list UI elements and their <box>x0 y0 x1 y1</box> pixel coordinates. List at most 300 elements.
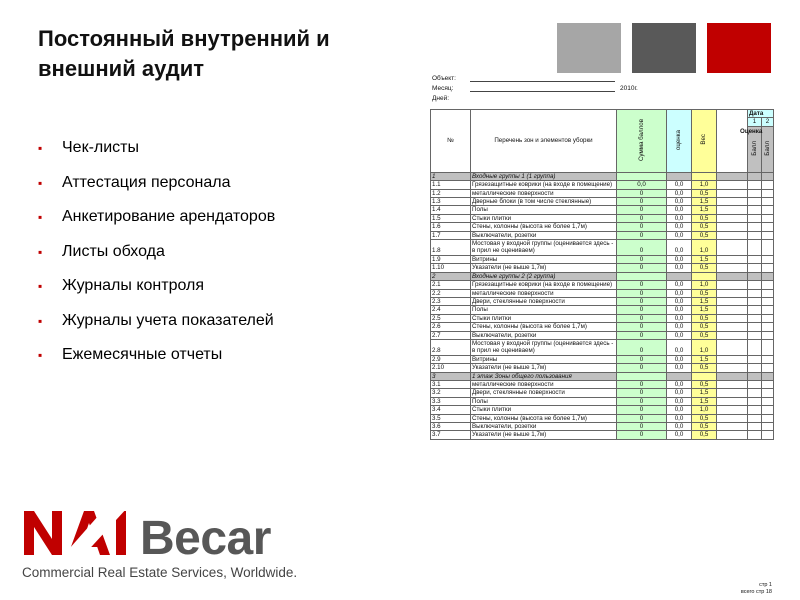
row-sum: 0 <box>617 306 667 314</box>
row-score: 0,0 <box>667 231 692 239</box>
row-number: 2.10 <box>431 364 471 372</box>
row-score: 0,0 <box>667 255 692 263</box>
row-sum: 0 <box>617 206 667 214</box>
row-point-2 <box>762 255 774 263</box>
table-row <box>431 423 774 431</box>
row-name: Мостовая у входной группы (оценивается здесь - в прил не оцениваем) <box>471 339 617 355</box>
row-sum: 0 <box>617 223 667 231</box>
row-number: 3.7 <box>431 431 471 439</box>
grey-swatch <box>557 23 621 73</box>
row-sum: 0 <box>617 423 667 431</box>
row-number: 1 <box>431 172 471 180</box>
row-score: 0,0 <box>667 214 692 222</box>
row-weight: 1,5 <box>692 297 717 305</box>
row-score: 0,0 <box>667 297 692 305</box>
row-name: Стены, колонны (высота не более 1,7м) <box>471 323 617 331</box>
row-weight: 0,5 <box>692 331 717 339</box>
page-footer: стр 1 всего стр 18 <box>740 582 772 595</box>
row-spacer <box>717 223 748 231</box>
row-point-1 <box>748 314 762 322</box>
row-number: 1.8 <box>431 240 471 256</box>
row-name: Выключатели, розетки <box>471 231 617 239</box>
row-name: Двери, стеклянные поверхности <box>471 297 617 305</box>
row-spacer <box>717 364 748 372</box>
table-row <box>431 355 774 363</box>
table-row <box>431 281 774 289</box>
row-score: 0,0 <box>667 206 692 214</box>
row-spacer <box>717 397 748 405</box>
row-number: 1.2 <box>431 189 471 197</box>
bullet-icon: ▪ <box>38 348 43 362</box>
row-point-2 <box>762 364 774 372</box>
row-score: 0,0 <box>667 389 692 397</box>
row-point-1 <box>748 331 762 339</box>
bullet-icon: ▪ <box>38 313 43 328</box>
row-score: 0,0 <box>667 364 692 372</box>
section-row <box>431 172 774 180</box>
row-sum: 0 <box>617 289 667 297</box>
row-name: Входные группы 2 (2 группа) <box>471 272 617 280</box>
row-score: 0,0 <box>667 397 692 405</box>
row-name: Указатели (не выше 1,7м) <box>471 431 617 439</box>
row-name: Стены, колонны (высота не более 1,7м) <box>471 223 617 231</box>
row-sum: 0 <box>617 214 667 222</box>
row-score: 0,0 <box>667 240 692 256</box>
row-weight: 1,5 <box>692 206 717 214</box>
row-weight: 1,5 <box>692 306 717 314</box>
row-weight: 1,0 <box>692 339 717 355</box>
row-point-2 <box>762 289 774 297</box>
row-sum: 0 <box>617 255 667 263</box>
row-number: 2.5 <box>431 314 471 322</box>
row-number: 1.10 <box>431 264 471 272</box>
object-label: Объект: <box>432 75 456 82</box>
row-weight: 1,5 <box>692 397 717 405</box>
row-point-1 <box>748 206 762 214</box>
row-point-2 <box>762 306 774 314</box>
row-name: Стыки плитки <box>471 406 617 414</box>
row-weight: 0,5 <box>692 423 717 431</box>
row-sum: 0 <box>617 264 667 272</box>
row-sum <box>617 372 667 380</box>
row-point-2 <box>762 431 774 439</box>
row-weight: 0,5 <box>692 380 717 388</box>
row-number: 3.5 <box>431 414 471 422</box>
col-sum-header: Сумма баллов <box>617 110 667 173</box>
row-number: 2.8 <box>431 339 471 355</box>
row-spacer <box>717 198 748 206</box>
table-row <box>431 198 774 206</box>
row-spacer <box>717 297 748 305</box>
audit-checklist-sheet <box>428 72 778 596</box>
table-row <box>431 231 774 239</box>
row-weight: 1,5 <box>692 198 717 206</box>
dark-grey-swatch <box>632 23 696 73</box>
row-name: 1 этаж Зоны общего пользования <box>471 372 617 380</box>
row-spacer <box>717 339 748 355</box>
bullet-icon: ▪ <box>38 279 43 293</box>
row-point-2 <box>762 206 774 214</box>
bullet-icon: ▪ <box>38 175 43 190</box>
row-score: 0,0 <box>667 306 692 314</box>
row-point-2 <box>762 198 774 206</box>
row-name: Стыки плитки <box>471 214 617 222</box>
table-row <box>431 323 774 331</box>
col-date-header: Дата <box>748 110 774 118</box>
date-col-1: 1 <box>748 118 762 126</box>
row-point-1 <box>748 231 762 239</box>
row-weight: 0,5 <box>692 414 717 422</box>
col-weight-header: Вес <box>692 110 717 173</box>
row-point-1 <box>748 364 762 372</box>
row-point-1 <box>748 406 762 414</box>
row-sum: 0 <box>617 389 667 397</box>
table-row <box>431 240 774 256</box>
row-point-2 <box>762 389 774 397</box>
row-point-2 <box>762 406 774 414</box>
row-weight: 0,5 <box>692 214 717 222</box>
row-point-1 <box>748 272 762 280</box>
row-weight: 1,0 <box>692 240 717 256</box>
row-name: Витрины <box>471 255 617 263</box>
row-score: 0,0 <box>667 289 692 297</box>
row-point-2 <box>762 214 774 222</box>
row-point-2 <box>762 380 774 388</box>
object-field <box>470 74 615 82</box>
row-number: 3.4 <box>431 406 471 414</box>
row-point-2 <box>762 339 774 355</box>
row-spacer <box>717 172 748 180</box>
row-point-1 <box>748 423 762 431</box>
row-point-2 <box>762 281 774 289</box>
row-sum: 0 <box>617 240 667 256</box>
table-row <box>431 380 774 388</box>
row-sum <box>617 272 667 280</box>
row-number: 2.7 <box>431 331 471 339</box>
row-point-2 <box>762 372 774 380</box>
row-number: 2.4 <box>431 306 471 314</box>
bullet-item: ▪ Журналы учета показателей <box>38 310 368 345</box>
row-spacer <box>717 231 748 239</box>
row-point-1 <box>748 372 762 380</box>
table-row <box>431 331 774 339</box>
points-col-2: Балл <box>762 126 774 172</box>
table-row <box>431 206 774 214</box>
row-point-1 <box>748 240 762 256</box>
row-point-1 <box>748 264 762 272</box>
row-number: 3.3 <box>431 397 471 405</box>
month-field <box>470 84 615 92</box>
row-name: Грязезащитные коврики (на входе в помещение) <box>471 281 617 289</box>
row-weight: 0,5 <box>692 364 717 372</box>
row-score: 0,0 <box>667 431 692 439</box>
row-spacer <box>717 423 748 431</box>
points-col-1: Балл <box>748 126 762 172</box>
row-point-2 <box>762 414 774 422</box>
days-label: Дней: <box>432 95 450 102</box>
row-name: Выключатели, розетки <box>471 331 617 339</box>
row-spacer <box>717 323 748 331</box>
row-spacer <box>717 281 748 289</box>
row-point-1 <box>748 389 762 397</box>
row-weight: 1,5 <box>692 255 717 263</box>
row-spacer <box>717 380 748 388</box>
bullet-item: ▪ Листы обхода <box>38 241 368 276</box>
bullet-item: ▪ Журналы контроля <box>38 275 368 310</box>
section-row <box>431 372 774 380</box>
row-spacer <box>717 372 748 380</box>
row-point-2 <box>762 314 774 322</box>
year-value: 2010г. <box>620 85 638 92</box>
row-name: Входные группы 1 (1 группа) <box>471 172 617 180</box>
row-sum: 0 <box>617 297 667 305</box>
row-point-2 <box>762 223 774 231</box>
bullet-item: ▪ Анкетирование арендаторов <box>38 206 368 241</box>
row-spacer <box>717 206 748 214</box>
row-name: Мостовая у входной группы (оценивается здесь - в прил не оцениваем) <box>471 240 617 256</box>
row-spacer <box>717 255 748 263</box>
row-spacer <box>717 181 748 189</box>
row-weight: 1,5 <box>692 355 717 363</box>
col-score-header: оценка <box>667 110 692 173</box>
row-spacer <box>717 314 748 322</box>
row-score <box>667 172 692 180</box>
row-sum: 0 <box>617 331 667 339</box>
row-name: Витрины <box>471 355 617 363</box>
row-spacer <box>717 264 748 272</box>
row-number: 1.5 <box>431 214 471 222</box>
row-point-2 <box>762 323 774 331</box>
row-spacer <box>717 272 748 280</box>
date-col-2: 2 <box>762 118 774 126</box>
table-row <box>431 414 774 422</box>
row-point-2 <box>762 423 774 431</box>
table-row <box>431 431 774 439</box>
row-point-1 <box>748 172 762 180</box>
row-sum: 0 <box>617 414 667 422</box>
row-score: 0,0 <box>667 264 692 272</box>
row-number: 1.4 <box>431 206 471 214</box>
row-sum: 0 <box>617 189 667 197</box>
row-score: 0,0 <box>667 181 692 189</box>
company-logo <box>22 505 322 595</box>
row-point-2 <box>762 355 774 363</box>
row-sum: 0 <box>617 231 667 239</box>
col-spacer <box>717 110 748 173</box>
row-spacer <box>717 406 748 414</box>
table-row <box>431 181 774 189</box>
row-name: Стыки плитки <box>471 314 617 322</box>
bullet-icon: ▪ <box>38 141 43 155</box>
row-score: 0,0 <box>667 414 692 422</box>
row-spacer <box>717 414 748 422</box>
row-spacer <box>717 431 748 439</box>
row-name: Указатели (не выше 1,7м) <box>471 364 617 372</box>
bullet-icon: ▪ <box>38 210 43 224</box>
row-spacer <box>717 355 748 363</box>
row-point-1 <box>748 339 762 355</box>
bullet-list <box>38 137 368 379</box>
table-row <box>431 339 774 355</box>
logo-wordmark: Becar <box>140 512 271 565</box>
row-point-1 <box>748 355 762 363</box>
row-number: 3.2 <box>431 389 471 397</box>
bullet-item: ▪ Чек-листы <box>38 137 368 172</box>
row-score: 0,0 <box>667 331 692 339</box>
month-label: Месяц: <box>432 85 454 92</box>
checklist-table <box>430 109 774 440</box>
row-score: 0,0 <box>667 380 692 388</box>
row-number: 2 <box>431 272 471 280</box>
row-weight <box>692 172 717 180</box>
row-point-2 <box>762 240 774 256</box>
row-point-2 <box>762 172 774 180</box>
row-sum: 0 <box>617 355 667 363</box>
row-weight: 0,5 <box>692 223 717 231</box>
row-point-1 <box>748 189 762 197</box>
row-point-1 <box>748 414 762 422</box>
row-weight: 0,5 <box>692 323 717 331</box>
row-score: 0,0 <box>667 281 692 289</box>
row-sum: 0,0 <box>617 181 667 189</box>
row-point-1 <box>748 198 762 206</box>
row-sum: 0 <box>617 397 667 405</box>
row-weight: 0,5 <box>692 264 717 272</box>
table-row <box>431 289 774 297</box>
row-sum: 0 <box>617 406 667 414</box>
row-number: 1.1 <box>431 181 471 189</box>
row-point-2 <box>762 181 774 189</box>
table-row <box>431 397 774 405</box>
checklist-rows <box>431 172 774 439</box>
row-spacer <box>717 289 748 297</box>
row-sum: 0 <box>617 281 667 289</box>
row-name: металлические поверхности <box>471 289 617 297</box>
row-number: 2.3 <box>431 297 471 305</box>
row-name: Указатели (не выше 1,7м) <box>471 264 617 272</box>
table-row <box>431 406 774 414</box>
row-name: металлические поверхности <box>471 189 617 197</box>
row-number: 1.7 <box>431 231 471 239</box>
row-number: 2.2 <box>431 289 471 297</box>
row-point-2 <box>762 331 774 339</box>
row-sum: 0 <box>617 339 667 355</box>
table-row <box>431 306 774 314</box>
section-row <box>431 272 774 280</box>
row-spacer <box>717 214 748 222</box>
bullet-icon: ▪ <box>38 244 43 259</box>
row-weight: 0,5 <box>692 314 717 322</box>
row-point-1 <box>748 255 762 263</box>
row-spacer <box>717 389 748 397</box>
row-name: Полы <box>471 397 617 405</box>
red-swatch <box>707 23 771 73</box>
table-row <box>431 189 774 197</box>
row-point-1 <box>748 306 762 314</box>
row-sum: 0 <box>617 198 667 206</box>
row-name: Стены, колонны (высота не более 1,7м) <box>471 414 617 422</box>
table-row <box>431 264 774 272</box>
row-point-1 <box>748 397 762 405</box>
row-weight: 1,5 <box>692 389 717 397</box>
row-number: 1.6 <box>431 223 471 231</box>
row-point-1 <box>748 323 762 331</box>
row-weight: 1,0 <box>692 406 717 414</box>
row-weight: 0,5 <box>692 289 717 297</box>
rating-header: Оценка <box>740 128 763 135</box>
bullet-item: ▪ Ежемесячные отчеты <box>38 344 368 379</box>
row-name: Полы <box>471 206 617 214</box>
table-row <box>431 223 774 231</box>
row-number: 3.6 <box>431 423 471 431</box>
row-name: Полы <box>471 306 617 314</box>
row-sum: 0 <box>617 431 667 439</box>
row-sum <box>617 172 667 180</box>
col-list-header: Перечень зон и элементов уборки <box>471 110 617 173</box>
row-number: 2.9 <box>431 355 471 363</box>
row-point-1 <box>748 281 762 289</box>
row-number: 2.6 <box>431 323 471 331</box>
bullet-item: ▪ Аттестация персонала <box>38 172 368 207</box>
row-number: 3.1 <box>431 380 471 388</box>
row-point-2 <box>762 264 774 272</box>
table-row <box>431 297 774 305</box>
table-row <box>431 389 774 397</box>
row-spacer <box>717 240 748 256</box>
row-point-1 <box>748 431 762 439</box>
row-name: Грязезащитные коврики (на входе в помещение) <box>471 181 617 189</box>
row-spacer <box>717 189 748 197</box>
row-weight <box>692 272 717 280</box>
row-score: 0,0 <box>667 223 692 231</box>
col-no-header: № <box>431 110 471 173</box>
row-score: 0,0 <box>667 323 692 331</box>
row-sum: 0 <box>617 323 667 331</box>
row-point-1 <box>748 223 762 231</box>
row-score <box>667 372 692 380</box>
row-sum: 0 <box>617 364 667 372</box>
row-weight <box>692 372 717 380</box>
row-name: Двери, стеклянные поверхности <box>471 389 617 397</box>
table-row <box>431 314 774 322</box>
row-number: 1.3 <box>431 198 471 206</box>
row-score: 0,0 <box>667 339 692 355</box>
row-point-2 <box>762 297 774 305</box>
row-name: металлические поверхности <box>471 380 617 388</box>
row-point-2 <box>762 189 774 197</box>
row-point-2 <box>762 272 774 280</box>
row-name: Дверные блоки (в том числе стеклянные) <box>471 198 617 206</box>
row-sum: 0 <box>617 314 667 322</box>
row-point-1 <box>748 380 762 388</box>
row-sum: 0 <box>617 380 667 388</box>
row-weight: 0,5 <box>692 231 717 239</box>
row-number: 2.1 <box>431 281 471 289</box>
table-row <box>431 255 774 263</box>
row-point-1 <box>748 297 762 305</box>
row-score: 0,0 <box>667 314 692 322</box>
row-weight: 1,0 <box>692 281 717 289</box>
row-point-2 <box>762 231 774 239</box>
row-score <box>667 272 692 280</box>
table-row <box>431 364 774 372</box>
nai-logo-mark-icon <box>22 505 134 557</box>
row-weight: 1,0 <box>692 181 717 189</box>
row-score: 0,0 <box>667 198 692 206</box>
row-score: 0,0 <box>667 189 692 197</box>
logo-tagline: Commercial Real Estate Services, Worldwide. <box>22 565 298 580</box>
row-number: 3 <box>431 372 471 380</box>
